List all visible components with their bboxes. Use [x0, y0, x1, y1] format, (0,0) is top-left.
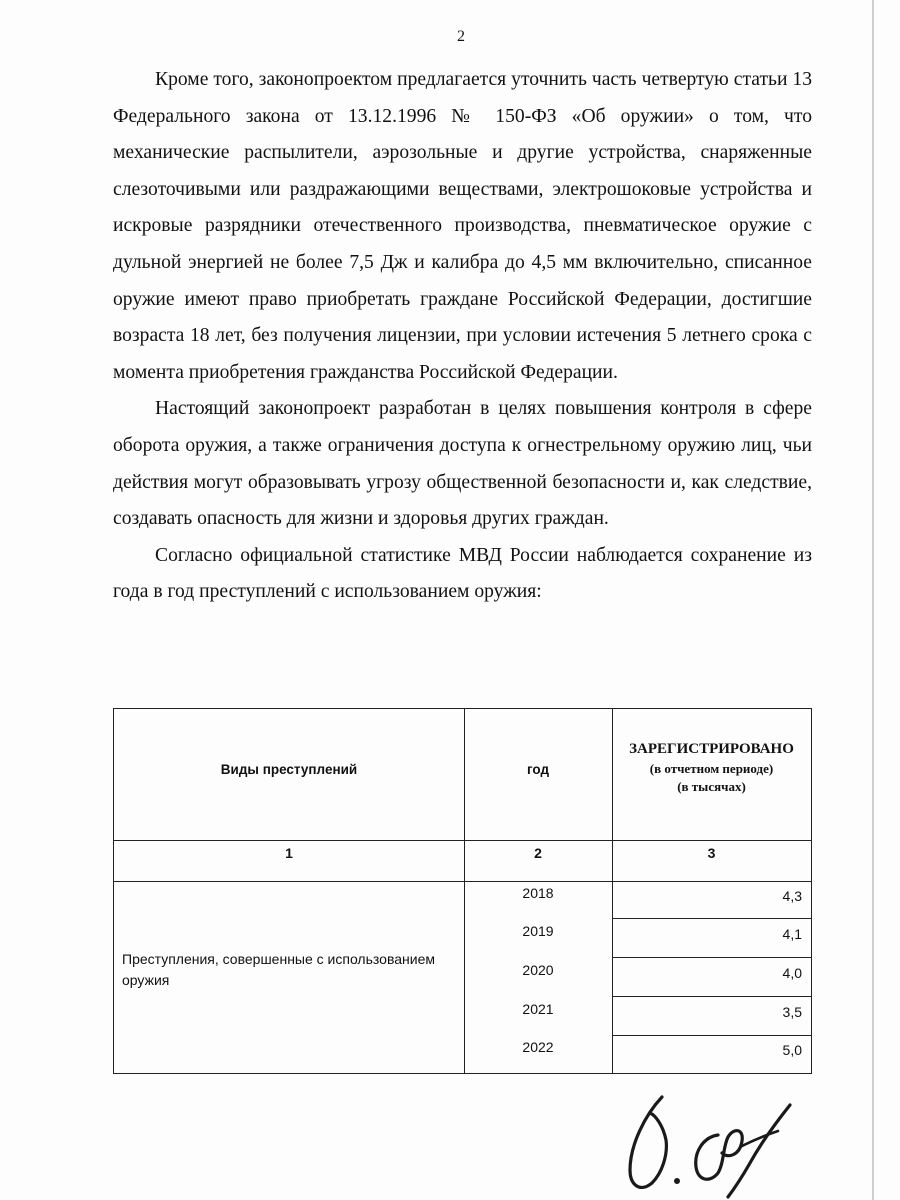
- header-crime-type: Виды преступлений: [220, 762, 358, 777]
- value-cell-2019: 4,1: [782, 926, 802, 942]
- header-registered-units: (в тысячах): [677, 779, 746, 794]
- paragraph-purpose: Настоящий законопроект разработан в целях повышения контроля в сфере оборота оружия, а также ограничения доступа к огнестрельному оружию лиц, чьи действия могут образовывать угрозу общественной безопасности и, как следствие, создавать опасность для жизни и здоровья других граждан.: [113, 398, 812, 530]
- column-number-3: 3: [707, 845, 716, 861]
- year-cell-2022: 2022: [522, 1039, 554, 1055]
- header-registered: ЗАРЕГИСТРИРОВАНО: [629, 741, 794, 757]
- value-divider-2020: [613, 996, 811, 997]
- page-number: 2: [457, 28, 465, 45]
- value-cell-2021: 3,5: [782, 1004, 802, 1020]
- column-number-1: 1: [285, 845, 293, 861]
- value-divider-2018: [613, 918, 811, 919]
- year-cell-2018: 2018: [522, 885, 554, 901]
- header-year: год: [526, 762, 550, 777]
- crime-type-label: Преступления, совершенные с использованием оружия: [122, 951, 435, 988]
- paragraph-statistics: Согласно официальной статистике МВД России наблюдается сохранение из года в год преступлений с использованием оружия:: [113, 544, 812, 603]
- value-divider-2021: [613, 1035, 811, 1036]
- value-divider-2019: [613, 957, 811, 958]
- table-divider-numbers: [114, 881, 811, 882]
- year-cell-2019: 2019: [522, 923, 554, 939]
- header-registered-period: (в отчетном периоде): [649, 761, 774, 776]
- body-text: [113, 62, 812, 611]
- paragraph-amendment: Кроме того, законопроектом предлагается уточнить часть четвертую статьи 13 Федерального закона от 13.12.1996 № 150-ФЗ «Об оружии» о том, что механические распылители, аэрозольные и другие устройства, снаряженные слезоточивыми или раздражающими веществами, электрошоковые устройства и искровые разрядники отечественного производства, пневматическое оружие с дульной энергией не более 7,5 Дж и калибра до 4,5 мм включительно, списанное оружие имеют право приобретать граждане Российской Федерации, достигшие возраста 18 лет, без получения лицензии, при условии истечения 5 летнего срока с момента приобретения гражданства Российской Федерации.: [113, 69, 812, 383]
- scan-edge-line: [872, 0, 874, 1200]
- value-cell-2018: 4,3: [782, 888, 802, 904]
- crime-statistics-table: [113, 708, 812, 1074]
- handwritten-signature-icon: [600, 1085, 800, 1200]
- year-cell-2020: 2020: [522, 962, 554, 978]
- year-cell-2021: 2021: [522, 1001, 554, 1017]
- column-number-2: 2: [534, 845, 542, 861]
- table-divider-header: [114, 840, 811, 841]
- value-cell-2020: 4,0: [782, 965, 802, 981]
- value-cell-2022: 5,0: [782, 1042, 802, 1058]
